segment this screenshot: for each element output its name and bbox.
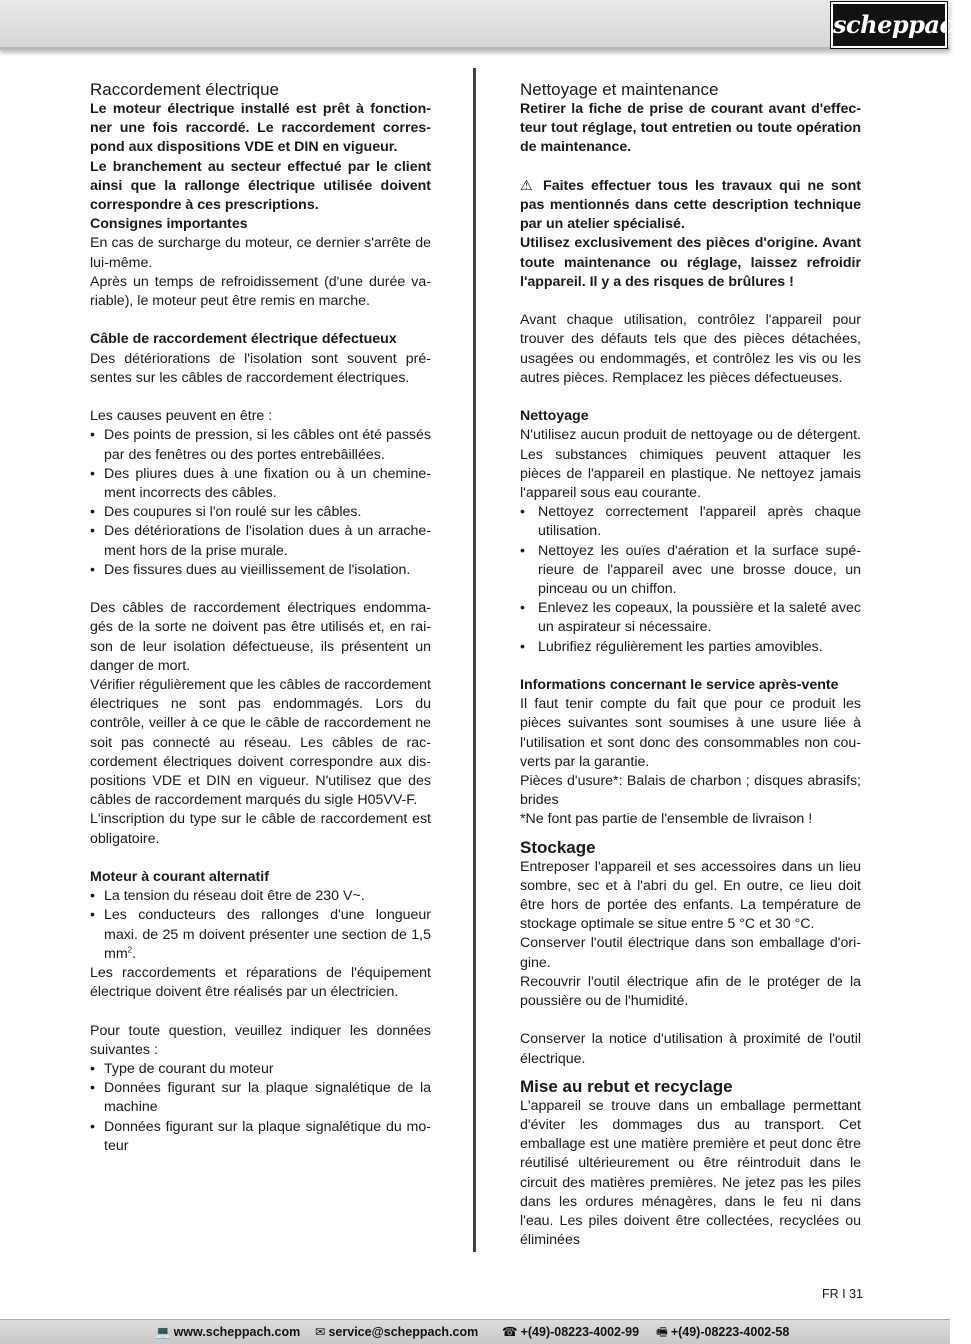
consignes-text-2: Après un temps de refroidissement (d'une durée variable), le moteur peut être remis en marche. <box>90 273 431 310</box>
list-item: • Des pliures dues à une fixation ou à un cheminement incorrects des câbles. <box>90 465 431 503</box>
list-item: • Lubrifiez régulièrement les parties amovibles. <box>520 638 861 657</box>
damaged-text-3: L'inscription du type sur le câble de raccordement est obligatoire. <box>90 811 431 847</box>
electrical-intro-2: Le branchement au secteur effectué par le client ainsi que la rallonge électrique utilisée doivent correspondre à ces prescriptions. <box>90 158 431 214</box>
warning-text: ⚠ Faites effectuer tous les travaux qui ne sont pas mentionnés dans cette description technique par un atelier spécialisé. <box>520 177 861 233</box>
footer-bar <box>0 1319 950 1344</box>
list-item: • Des points de pression, si les câbles ont été passés par des fenêtres ou des portes entrebâillées. <box>90 426 431 464</box>
mail-icon: ✉ <box>315 1325 326 1339</box>
list-item: • Des coupures si l'on roulé sur les câbles. <box>90 503 431 522</box>
question-list <box>90 1060 431 1156</box>
list-item: • Données figurant sur la plaque signalétique du moteur <box>90 1118 431 1156</box>
storage-text-3: Recouvrir l'outil électrique afin de le protéger de la poussière ou de l'humidité. <box>520 973 861 1010</box>
cable-heading: Câble de raccordement électrique défectueux <box>90 331 397 348</box>
service-note: *Ne font pas partie de l'ensemble de livraison ! <box>520 811 813 828</box>
service-heading: Informations concernant le service après-vente <box>520 677 839 694</box>
list-item: • Nettoyez correctement l'appareil après chaque utilisation. <box>520 503 861 541</box>
storage-text-4: Conserver la notice d'utilisation à proximité de l'outil électrique. <box>520 1031 861 1067</box>
list-item: • Type de courant du moteur <box>90 1060 431 1079</box>
service-parts: Pièces d'usure*: Balais de charbon ; disques abrasifs; brides <box>520 773 861 809</box>
footer-phone[interactable]: ☎ +(49)-08223-4002-99 <box>502 1325 640 1339</box>
footer-website[interactable]: 💻 www.scheppach.com <box>155 1325 301 1339</box>
list-item: • Des fissures dues au vieillissement de l'isolation. <box>90 561 431 580</box>
damaged-text-1: Des câbles de raccordement électriques endommagés de la sorte ne doivent pas être utilisés et, en raison de leur isolation défectueuse, ils présentent un danger de mort. <box>90 600 431 674</box>
section-title-disposal: Mise au rebut et recyclage <box>520 1076 733 1096</box>
maintenance-intro: Retirer la fiche de prise de courant avant d'effecteur tout réglage, tout entretien ou toute opération de maintenance. <box>520 101 861 156</box>
section-title-storage: Stockage <box>520 837 596 857</box>
ac-motor-heading: Moteur à courant alternatif <box>90 869 269 886</box>
warning-icon: ⚠ <box>520 177 533 194</box>
causes-intro: Les causes peuvent en être : <box>90 408 273 425</box>
left-column <box>90 78 431 1156</box>
ac-motor-list <box>90 887 431 964</box>
storage-text-1: Entreposer l'appareil et ses accessoires dans un lieu sombre, sec et à l'abri du gel. En outre, ce lieu doit être hors de portée des enfants. La température de stockage optimale se situe entre 5 °C et 30 °C. <box>520 858 861 933</box>
footer-email[interactable]: ✉ service@scheppach.com <box>315 1325 479 1339</box>
question-intro: Pour toute question, veuillez indiquer les données suivantes : <box>90 1022 431 1058</box>
section-title-maintenance: Nettoyage et maintenance <box>520 80 719 99</box>
section-title-electrical: Raccordement électrique <box>90 80 279 99</box>
cleaning-list <box>520 503 861 657</box>
list-item: • Des détériorations de l'isolation dues à un arrachement hors de la prise murale. <box>90 522 431 560</box>
list-item: • Les conducteurs des rallonges d'une longueur maxi. de 25 m doivent présenter une section de 1,5 $mm^2$. <box>90 906 431 964</box>
consignes-heading: Consignes importantes <box>90 216 248 233</box>
footer-fax: 🖷 +(49)-08223-4002-58 <box>656 1325 790 1339</box>
list-item: • Enlevez les copeaux, la poussière et la saleté avec un aspirateur si nécessaire. <box>520 599 861 637</box>
causes-list <box>90 426 431 580</box>
cable-text: Des détériorations de l'isolation sont souvent présentes sur les câbles de raccordement électriques. <box>90 350 431 386</box>
cleaning-heading: Nettoyage <box>520 408 589 425</box>
ac-motor-text: Les raccordements et réparations de l'équipement électrique doivent être réalisés par un électricien. <box>90 965 431 1001</box>
scheppach-logo: scheppach <box>831 2 947 48</box>
cleaning-text: N'utilisez aucun produit de nettoyage ou de détergent. Les substances chimiques peuvent attaquer les pièces de l'appareil en plastique. Ne nettoyez jamais l'appareil sous eau courante. <box>520 427 861 502</box>
storage-text-2: Conserver l'outil électrique dans son emballage d'origine. <box>520 935 861 971</box>
consignes-text-1: En cas de surcharge du moteur, ce dernier s'arrête de lui-même. <box>90 235 431 271</box>
fax-icon: 🖷 <box>656 1325 668 1339</box>
header-bar <box>0 0 971 50</box>
disposal-text: L'appareil se trouve dans un emballage permettant d'éviter les dommages dus au transport. Cet emballage est une matière première et peut donc être réutilisé ultérieurement ou être réintroduit dans le circuit des matières premières. Ne jetez pas les piles dans les ordures ménagères, dans le feu ni dans l'eau. Les piles doivent être collectées, recyclées ou éliminées <box>520 1097 861 1249</box>
warning-text-2: Utilisez exclusivement des pièces d'origine. Avant toute maintenance ou réglage, laissez refroidir l'appareil. Il y a des risques de brûlures ! <box>520 235 861 290</box>
service-text: Il faut tenir compte du fait que pour ce produit les pièces suivantes sont soumises à une usure liée à l'utilisation et sont donc des consommables non couverts par la garantie. <box>520 696 861 770</box>
right-column <box>520 78 861 1251</box>
damaged-text-2: Vérifier régulièrement que les câbles de raccordement électriques ne sont pas endommagés. Lors du contrôle, veiller à ce que le câble de raccordement ne soit pas connecté au réseau. Les câbles de raccordement électriques doivent correspondre aux dispositions VDE et DIN en vigueur. N'utilisez que des câbles de raccordement marqués du sigle H05VV-F. <box>90 677 431 809</box>
list-item: • La tension du réseau doit être de 230 V~. <box>90 887 431 906</box>
column-divider <box>473 68 476 1252</box>
check-text: Avant chaque utilisation, contrôlez l'appareil pour trouver des défauts tels que des pièces détachées, usagées ou endommagés, et contrôlez les vis ou les autres pièces. Remplacez les pièces défectueuses. <box>520 312 861 386</box>
list-item: • Nettoyez les ouïes d'aération et la surface supérieure de l'appareil avec une brosse douce, un pinceau ou un chiffon. <box>520 542 861 600</box>
page-number: FR I 31 <box>822 1287 863 1301</box>
electrical-intro-1: Le moteur électrique installé est prêt à fonctionner une fois raccordé. Le raccordement correspond aux dispositions VDE et DIN en vigueur. <box>90 101 431 156</box>
phone-icon: ☎ <box>502 1325 518 1339</box>
computer-icon: 💻 <box>155 1325 171 1339</box>
list-item: • Données figurant sur la plaque signalétique de la machine <box>90 1079 431 1117</box>
